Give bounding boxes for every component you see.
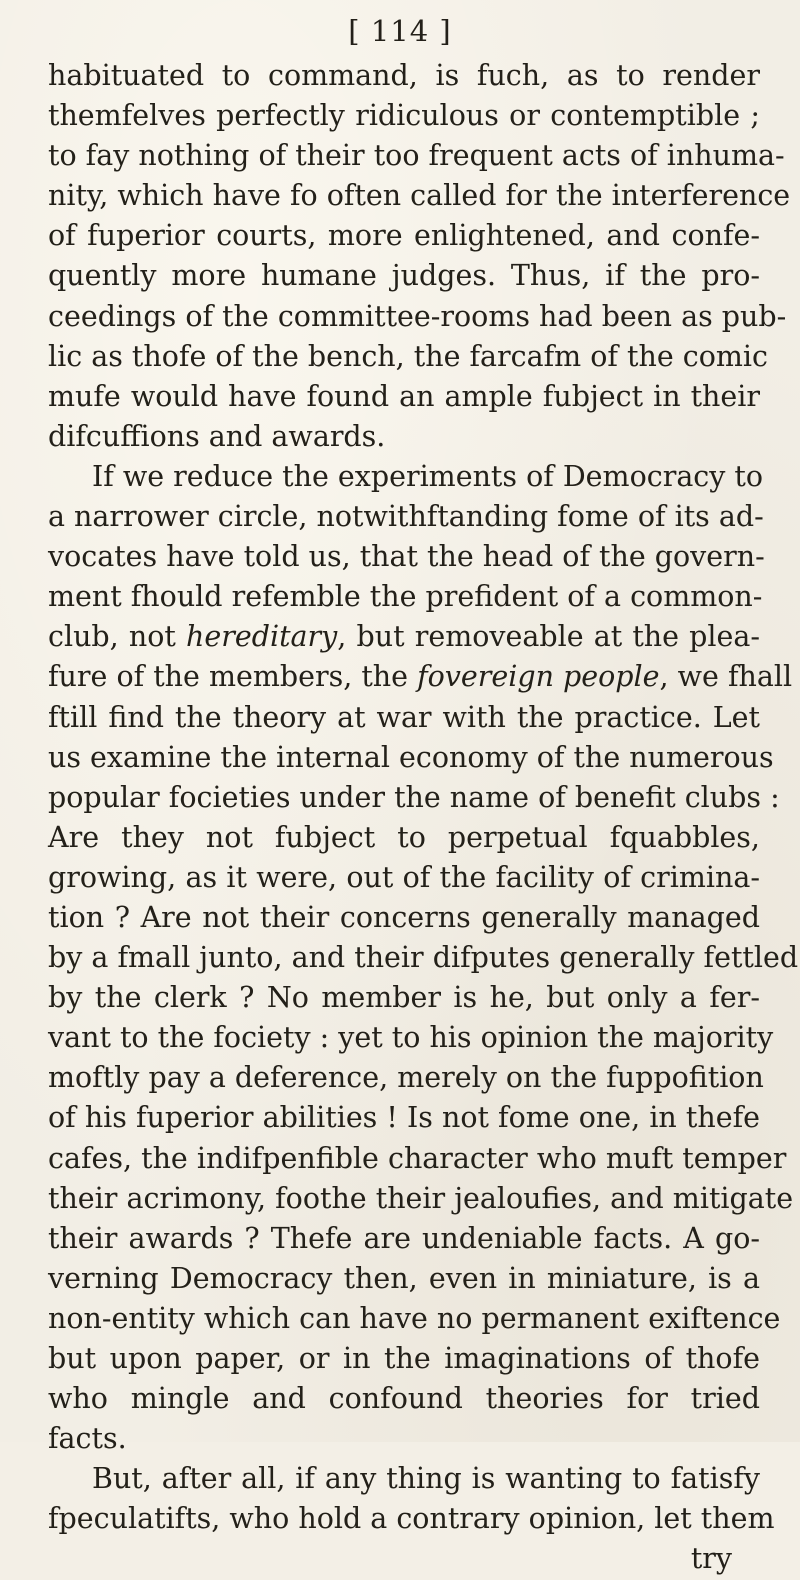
text-line: growing, as it were, out of the facility of crimina- — [48, 860, 760, 894]
text-line: their acrimony, foothe their jealoufies, and mitigate — [48, 1181, 794, 1215]
text-line: ment fhould refemble the prefident of a common- — [48, 580, 763, 614]
text-line: facts. — [48, 1422, 127, 1456]
text-line: fure of the members, the fovereign people, we fhall — [48, 660, 793, 694]
text-line: lic as thofe of the bench, the farcafm of the comic — [48, 339, 768, 373]
text-line: to fay nothing of their too frequent acts of inhuma- — [48, 139, 785, 173]
body-text — [48, 56, 799, 1580]
text-line: popular focieties under the name of benefit clubs : — [48, 780, 780, 814]
text-line: a narrower circle, notwithftanding fome of its ad- — [48, 500, 764, 534]
text-line: verning Democracy then, even in miniature, is a — [48, 1261, 760, 1295]
text-line: of his fuperior abilities ! Is not fome one, in thefe — [48, 1101, 760, 1135]
page-number: [ 114 ] — [348, 14, 452, 48]
text-line: ceedings of the committee-rooms had been as pub- — [48, 299, 787, 333]
text-line: by a fmall junto, and their difputes generally fettled — [48, 941, 799, 975]
text-line: fpeculatifts, who hold a contrary opinion, let them — [48, 1502, 775, 1536]
text-line: moftly pay a deference, merely on the fuppofition — [48, 1061, 764, 1095]
text-line: vocates have told us, that the head of the govern- — [48, 540, 765, 574]
text-line: us examine the internal economy of the numerous — [48, 740, 774, 774]
text-line: by the clerk ? No member is he, but only a fer- — [48, 981, 760, 1015]
text-line: difcuffions and awards. — [48, 419, 386, 453]
text-line: themfelves perfectly ridiculous or contemptible ; — [48, 99, 760, 133]
text-line: their awards ? Thefe are undeniable facts. A go- — [48, 1221, 760, 1255]
text-line: habituated to command, is fuch, as to render — [48, 59, 760, 92]
text-line: who mingle and confound theories for tried — [48, 1382, 760, 1416]
text-line: But, after all, if any thing is wanting to fatisfy — [92, 1462, 760, 1496]
text-line: club, not hereditary, but removeable at the plea- — [48, 620, 761, 654]
text-line: of fuperior courts, more enlightened, and confe- — [48, 219, 760, 253]
text-line: nity, which have fo often called for the interference — [48, 179, 791, 213]
text-line: vant to the fociety : yet to his opinion the majority — [48, 1021, 774, 1055]
text-line: quently more humane judges. Thus, if the pro- — [48, 259, 760, 293]
text-line: If we reduce the experiments of Democracy to — [92, 459, 764, 493]
text-line: mufe would have found an ample fubject in their — [48, 379, 760, 413]
text-line: tion ? Are not their concerns generally managed — [48, 900, 760, 934]
text-line: Are they not fubject to perpetual fquabbles, — [48, 820, 760, 854]
text-line: but upon paper, or in the imaginations of thofe — [48, 1342, 760, 1375]
catchword: try — [690, 1542, 732, 1576]
text-line: cafes, the indifpenfible character who muft temper — [48, 1141, 787, 1175]
text-line: ftill find the theory at war with the practice. Let — [48, 700, 760, 734]
text-line: non-entity which can have no permanent exiftence — [48, 1301, 781, 1335]
